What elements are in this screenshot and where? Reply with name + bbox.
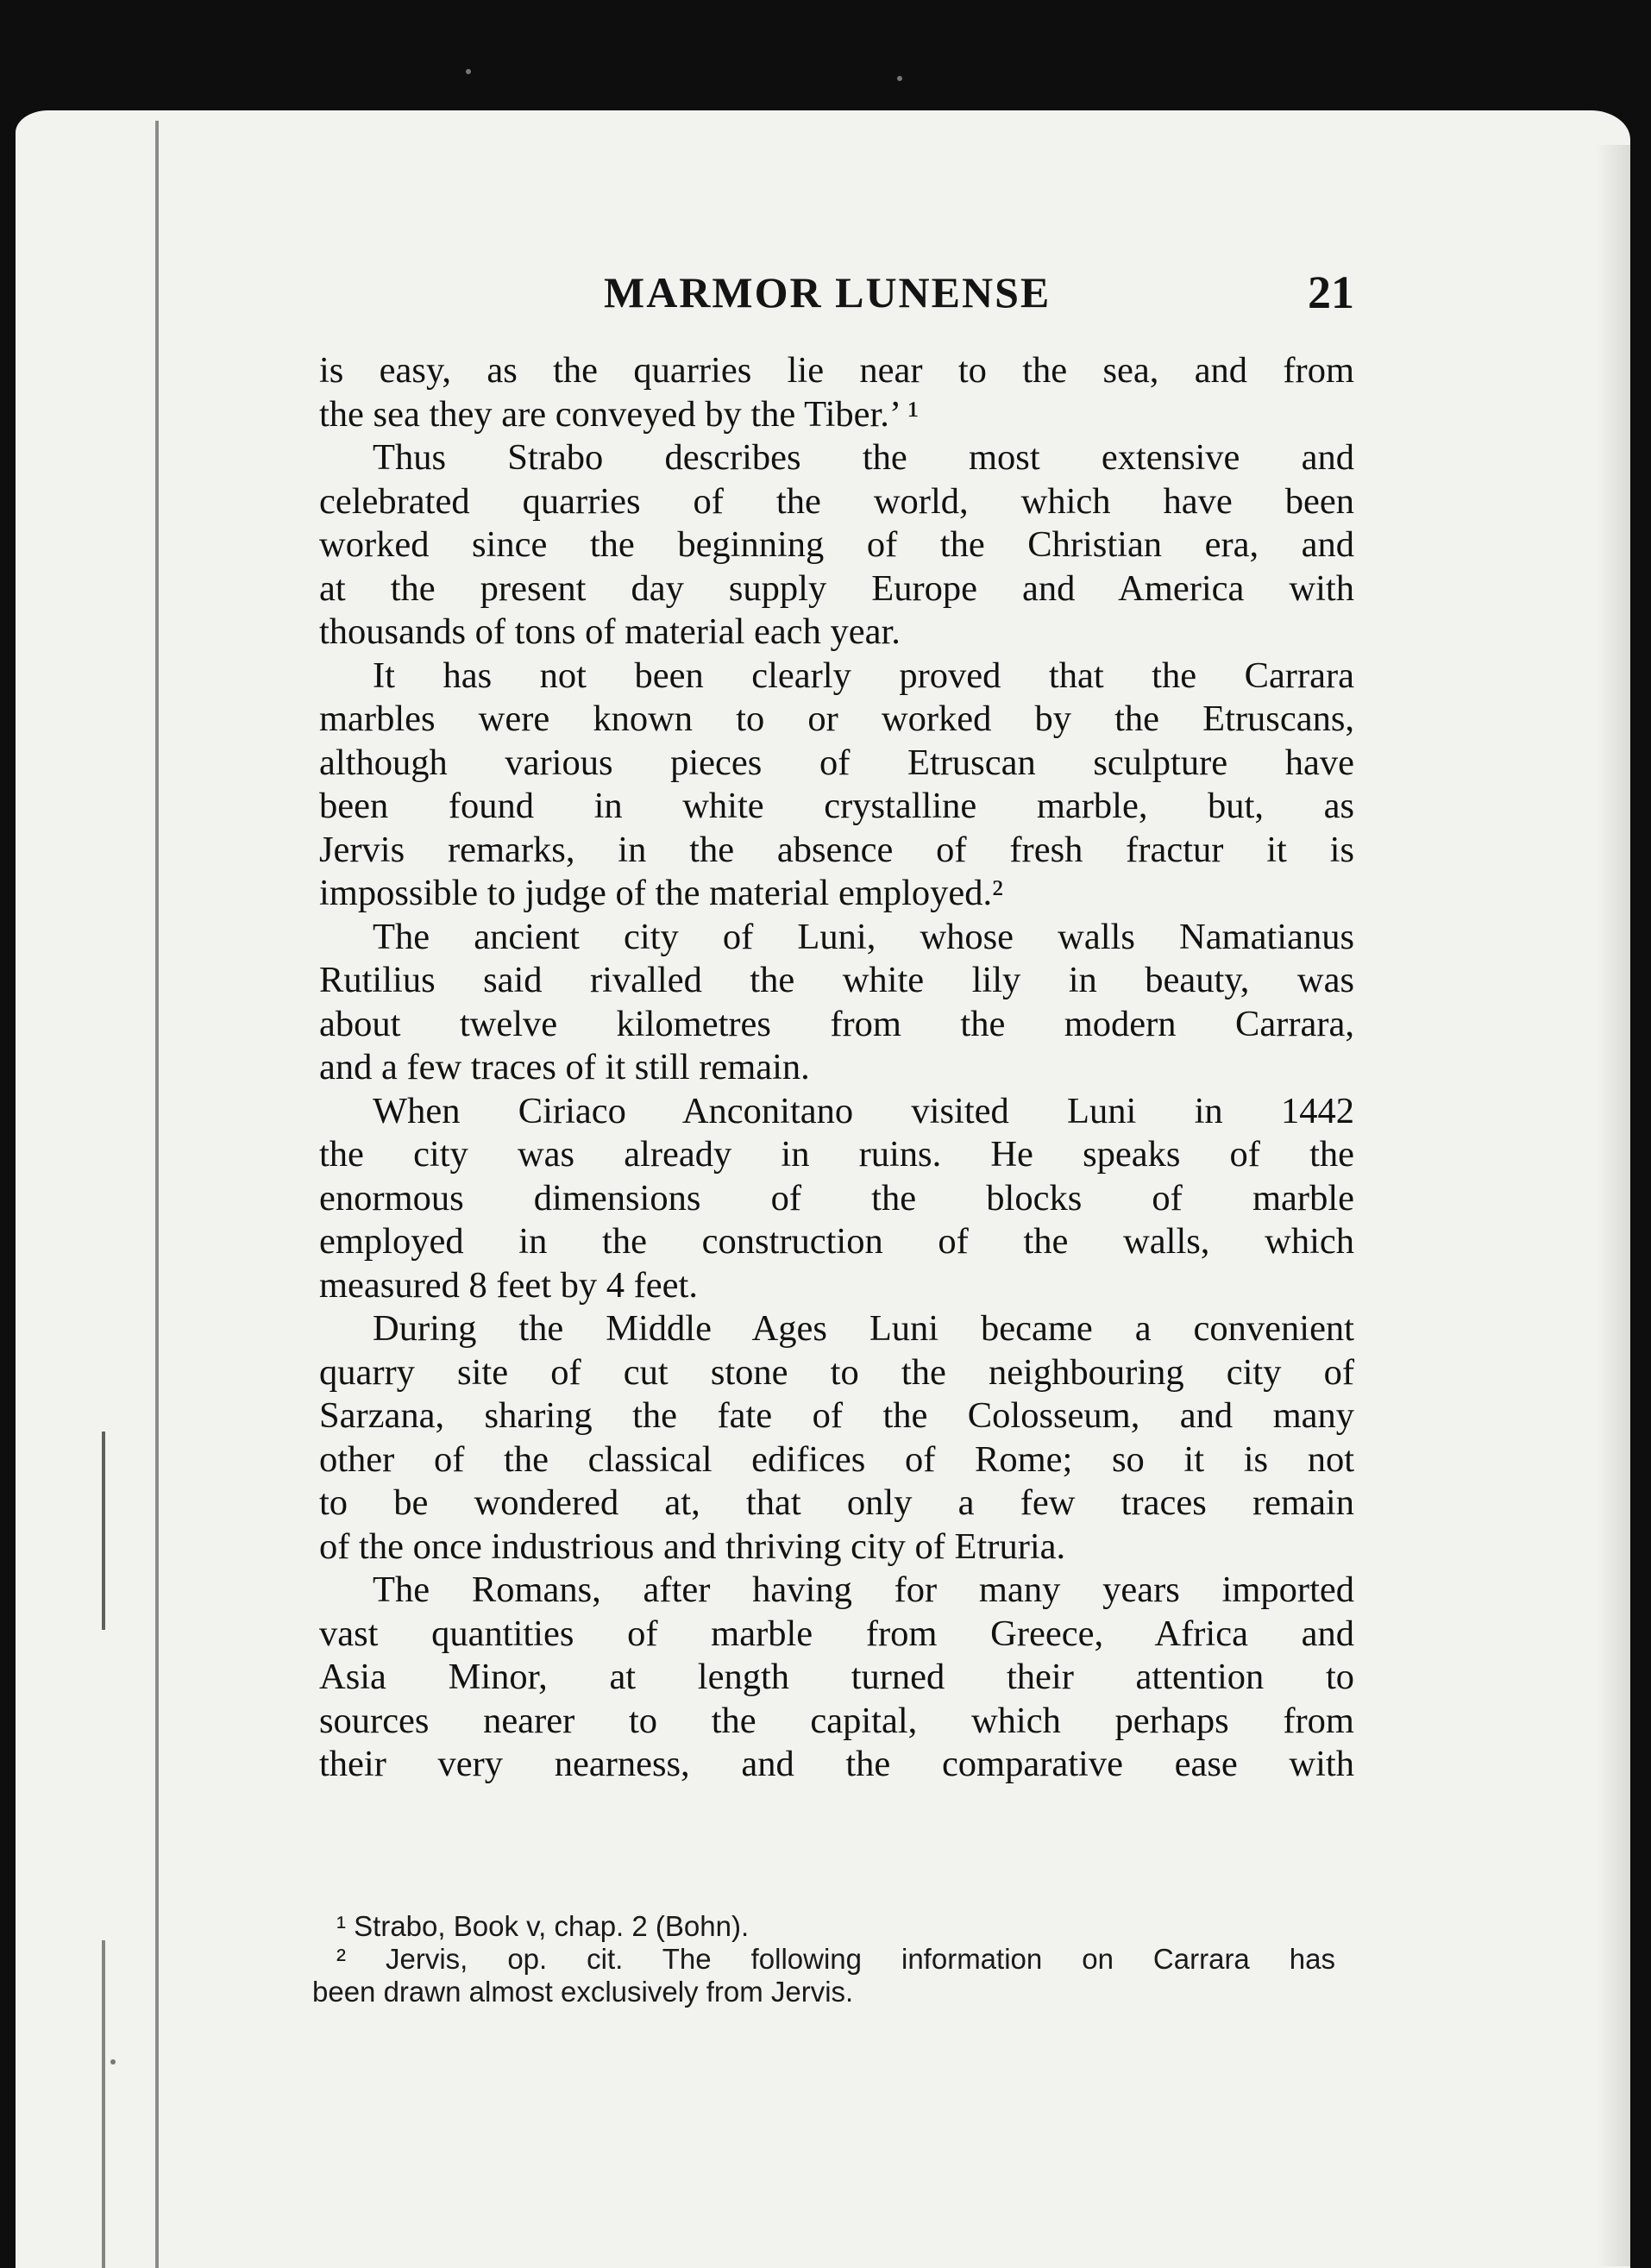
text-line: other of the classical edifices of Rome; so it is not <box>319 1438 1354 1480</box>
text-line: impossible to judge of the material employed.² <box>319 873 1003 913</box>
page-number: 21 <box>1308 266 1354 318</box>
text-line: to be wondered at, that only a few traces remain <box>319 1482 1354 1523</box>
text-line: sources nearer to the capital, which perhaps from <box>319 1700 1354 1741</box>
text-line: Rutilius said rivalled the white lily in beauty, was <box>319 960 1354 1000</box>
text-line: their very nearness, and the comparative ease with <box>319 1744 1354 1784</box>
page-gutter-line <box>155 121 159 2268</box>
footnotes <box>312 1910 1335 2008</box>
body-text <box>319 349 1354 1787</box>
footnote-line: been drawn almost exclusively from Jervis. <box>312 1976 854 2008</box>
scan-speck <box>110 2059 116 2064</box>
running-header <box>604 267 1380 319</box>
page-edge-shadow <box>1596 145 1630 2266</box>
scan-speck <box>897 76 902 81</box>
footnote-line: ² Jervis, op. cit. The following information on Carrara has <box>336 1943 1335 1975</box>
text-line: although various pieces of Etruscan sculpture have <box>319 742 1354 783</box>
text-line: is easy, as the quarries lie near to the sea, and from <box>319 350 1354 391</box>
binding-mark <box>102 1432 105 1630</box>
text-line: enormous dimensions of the blocks of marble <box>319 1177 1354 1219</box>
text-line: worked since the beginning of the Christian era, and <box>319 524 1354 565</box>
text-line: been found in white crystalline marble, but, as <box>319 786 1354 826</box>
text-line: about twelve kilometres from the modern Carrara, <box>319 1003 1354 1044</box>
text-line: vast quantities of marble from Greece, Africa and <box>319 1613 1354 1654</box>
text-line: The Romans, after having for many years imported <box>373 1569 1354 1610</box>
text-line: Jervis remarks, in the absence of fresh fractur it is <box>319 829 1354 870</box>
scan-speck <box>466 69 471 74</box>
text-line: celebrated quarries of the world, which have been <box>319 480 1354 522</box>
text-line: During the Middle Ages Luni became a convenient <box>373 1308 1354 1349</box>
text-line: The ancient city of Luni, whose walls Namatianus <box>373 916 1354 957</box>
text-line: the city was already in ruins. He speaks of the <box>319 1134 1354 1175</box>
binding-mark-lower <box>102 1940 105 2268</box>
text-line: measured 8 feet by 4 feet. <box>319 1264 698 1306</box>
text-line: Sarzana, sharing the fate of the Colosseum, and many <box>319 1395 1354 1436</box>
text-line: thousands of tons of material each year. <box>319 611 901 652</box>
text-line: It has not been clearly proved that the Carrara <box>373 655 1354 696</box>
text-line: employed in the construction of the walls, which <box>319 1221 1354 1262</box>
text-line: marbles were known to or worked by the Etruscans, <box>319 699 1354 739</box>
text-line: and a few traces of it still remain. <box>319 1047 810 1087</box>
text-line: Thus Strabo describes the most extensive and <box>373 437 1354 478</box>
text-line: of the once industrious and thriving city of Etruria. <box>319 1526 1066 1567</box>
text-line: When Ciriaco Anconitano visited Luni in 1442 <box>373 1090 1354 1131</box>
text-line: the sea they are conveyed by the Tiber.’ ¹ <box>319 393 920 435</box>
running-title: MARMOR LUNENSE <box>604 268 1051 316</box>
text-line: at the present day supply Europe and America with <box>319 567 1354 609</box>
text-line: quarry site of cut stone to the neighbouring city of <box>319 1351 1354 1393</box>
text-line: Asia Minor, at length turned their attention to <box>319 1657 1354 1697</box>
footnote-line: ¹ Strabo, Book v, chap. 2 (Bohn). <box>336 1910 750 1942</box>
